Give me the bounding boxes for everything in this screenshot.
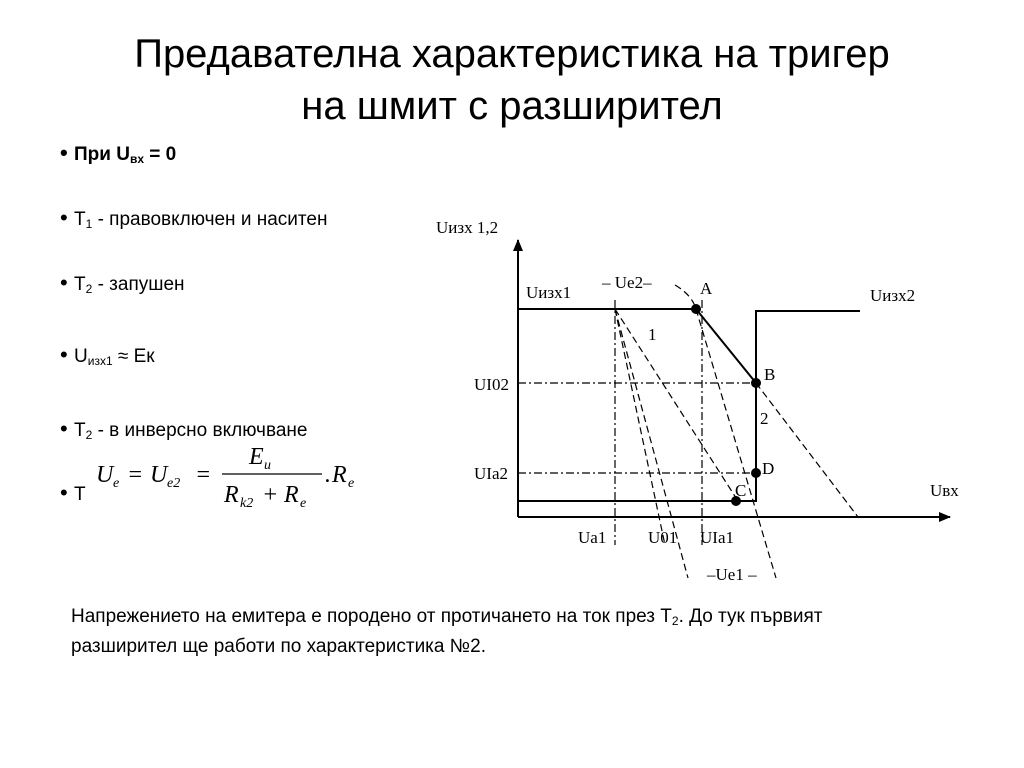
title-line-2: на шмит с разширител	[301, 84, 723, 128]
point-a-dot	[691, 304, 701, 314]
label-curve-1: 1	[648, 325, 657, 344]
label-point-d: D	[762, 459, 775, 478]
formula-re-denom-sub: e	[300, 496, 307, 511]
formula-re-denom: R	[284, 482, 299, 508]
point-b-dot	[751, 378, 761, 388]
bullet-uvh-zero: • При $U_{вх} = 0$	[60, 140, 177, 166]
bullet-dot: •	[60, 270, 68, 295]
curve-2-tail	[756, 383, 858, 517]
label-ue1: –Ue1 –	[707, 565, 757, 584]
formula-equals-1: =	[127, 462, 144, 488]
label-y-axis: Uизх 1,2	[436, 218, 499, 237]
point-d-dot	[751, 468, 761, 478]
bullet-t2-inverse: • $Т_2$ - в инверсно включване	[60, 416, 308, 442]
curve-1-inner	[615, 309, 665, 545]
label-u01: U01	[648, 528, 678, 547]
formula-equals-2: =	[195, 462, 212, 488]
label-ue2: – Ue2–	[602, 273, 652, 292]
formula-ue2: U	[150, 462, 168, 488]
formula-re: R	[332, 462, 347, 488]
label-uizh1: Uизх1	[526, 283, 572, 302]
bullet-dot: •	[60, 416, 68, 441]
explanation-note	[71, 604, 971, 660]
bullet-t2-state: • $Т_2$ - запушен	[60, 270, 185, 296]
label-uia2: UIa2	[474, 464, 508, 483]
bullet-dot: •	[60, 480, 68, 505]
label-ua1: Ua1	[578, 528, 607, 547]
label-point-b: B	[764, 365, 776, 384]
label-x-axis: Uвх	[930, 481, 959, 500]
bullet-t-partial: • Т	[60, 480, 86, 505]
title-line-1: Предавателна характеристика на тригер	[134, 32, 890, 76]
formula-rk2-sub: k2	[240, 496, 254, 511]
bullet-dot: •	[60, 342, 68, 367]
formula-ue2-sub: e2	[167, 476, 181, 491]
formula-eu: E	[249, 444, 264, 470]
label-point-c: C	[735, 481, 747, 500]
formula-ue: U	[96, 462, 114, 488]
transfer-characteristic-diagram	[430, 200, 970, 590]
note-line-2: разширител ще работи по характеристика №2.	[71, 636, 486, 657]
formula-rk2: R	[224, 482, 239, 508]
bullet-dot: •	[60, 140, 68, 165]
slide-title	[0, 28, 1024, 132]
bullet-dot: •	[60, 205, 68, 230]
label-point-a: A	[700, 279, 713, 298]
formula-dot: .	[325, 462, 331, 488]
label-ui02: UI02	[474, 375, 509, 394]
note-line-1: Напрежението на емитера е породено от протичането на ток през $Т_2$. До тук първият	[71, 606, 823, 628]
label-uizh2: Uизх2	[870, 286, 916, 305]
label-curve-2: 2	[760, 409, 769, 428]
label-uia1: UIa1	[700, 528, 734, 547]
bullet-uizh1: • $U_{изх1}$ ≈ Ек	[60, 342, 155, 368]
formula-plus: +	[262, 482, 279, 508]
formula-ue-sub: e	[113, 476, 120, 491]
formula-re-sub: e	[348, 476, 355, 491]
formula-eu-sub: u	[264, 458, 271, 473]
falling-edge-ab	[696, 309, 756, 383]
emitter-voltage-formula	[94, 440, 356, 518]
bullet-t1-state: • $Т_1$ - правовключен и наситен	[60, 205, 328, 231]
